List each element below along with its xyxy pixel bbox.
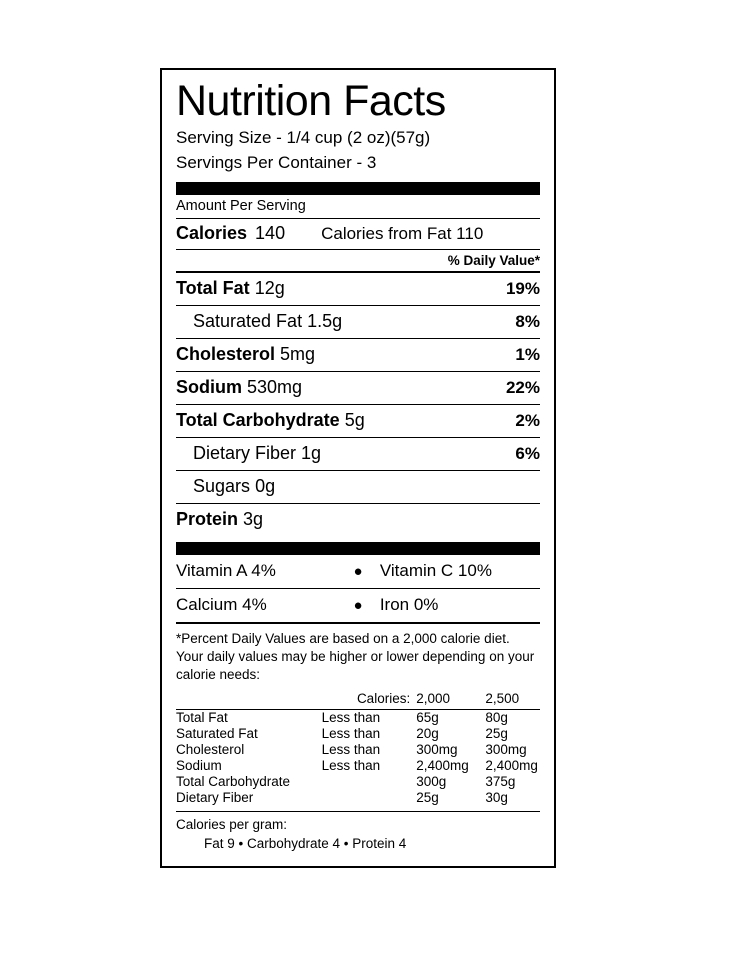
dv-header-2000: 2,000 xyxy=(416,690,451,706)
nutrient-pct: 2% xyxy=(515,411,540,431)
daily-value-header: % Daily Value* xyxy=(447,253,540,269)
nutrient-amount: 5g xyxy=(344,410,365,431)
table-row xyxy=(176,471,540,503)
dv-row-lessthan: Less than xyxy=(321,710,381,726)
nutrient-list xyxy=(176,273,540,536)
calories-row xyxy=(176,219,540,249)
nutrient-name: Protein xyxy=(176,509,239,530)
dv-row-2000: 65g xyxy=(416,710,439,726)
calories-label: Calories xyxy=(176,223,248,244)
daily-values-rows xyxy=(176,710,540,806)
dv-row-lessthan: Less than xyxy=(321,758,381,774)
dv-row-2000: 300g xyxy=(416,774,447,790)
table-row xyxy=(176,306,540,338)
nutrient-pct: 6% xyxy=(515,444,540,464)
nutrient-pct: 8% xyxy=(515,312,540,332)
nutrient-name: Dietary Fiber xyxy=(193,443,297,464)
table-row xyxy=(176,710,540,726)
nutrient-amount: 3g xyxy=(243,509,264,530)
table-row xyxy=(176,273,540,305)
dv-row-lessthan xyxy=(322,790,417,806)
table-row xyxy=(176,438,540,470)
dv-row-name: Saturated Fat xyxy=(176,726,258,742)
page-title: Nutrition Facts xyxy=(176,77,446,125)
dv-row-2500: 375g xyxy=(485,774,516,790)
dv-row-2500: 30g xyxy=(485,790,508,806)
nutrient-name: Sugars xyxy=(193,476,251,497)
nutrient-amount: 0g xyxy=(255,476,276,497)
table-row xyxy=(176,774,540,790)
dv-row-name: Cholesterol xyxy=(176,742,245,758)
table-row xyxy=(176,504,540,536)
dv-row-2500: 2,400mg xyxy=(485,758,538,774)
table-row xyxy=(176,589,540,622)
dv-row-lessthan xyxy=(322,774,417,790)
dv-header-calories: Calories: xyxy=(356,690,411,706)
nutrient-amount: 1.5g xyxy=(307,311,343,332)
daily-values-table xyxy=(176,690,540,709)
table-row xyxy=(176,742,540,758)
calories-per-gram-block xyxy=(176,812,540,856)
dv-row-2500: 25g xyxy=(485,726,508,742)
dv-header-2500: 2,500 xyxy=(485,690,520,706)
dv-row-lessthan: Less than xyxy=(321,742,381,758)
amount-per-serving-label: Amount Per Serving xyxy=(176,198,306,215)
vitamin-c-value: Vitamin C 10% xyxy=(379,561,492,581)
nutrient-amount: 12g xyxy=(254,278,285,299)
nutrient-name: Total Fat xyxy=(176,278,250,299)
thick-divider-top xyxy=(176,182,540,195)
table-row xyxy=(176,726,540,742)
daily-value-footnote: *Percent Daily Values are based on a 2,000 calorie diet. Your daily values may be higher or lower depending on your calorie needs: xyxy=(176,631,535,683)
calories-per-gram-values: Fat 9 • Carbohydrate 4 • Protein 4 xyxy=(204,835,407,851)
nutrient-amount: 530mg xyxy=(247,377,303,398)
dv-header-name xyxy=(176,690,322,709)
nutrient-name: Sodium xyxy=(176,377,242,398)
servings-per-container-line: Servings Per Container - 3 xyxy=(176,152,377,172)
dv-row-name: Dietary Fiber xyxy=(176,790,254,806)
dv-row-lessthan: Less than xyxy=(321,726,381,742)
thick-divider-vitamins xyxy=(176,542,540,555)
calories-value: 140 xyxy=(255,223,286,244)
dv-row-name: Total Carbohydrate xyxy=(176,774,291,790)
vitamin-a-value: Vitamin A 4% xyxy=(176,561,276,581)
dv-row-2000: 25g xyxy=(416,790,439,806)
dv-row-name: Sodium xyxy=(176,758,222,774)
dv-row-2000: 2,400mg xyxy=(416,758,469,774)
nutrient-name: Saturated Fat xyxy=(193,311,303,332)
nutrient-name: Cholesterol xyxy=(176,344,276,365)
table-header-row xyxy=(176,690,540,709)
table-row xyxy=(176,339,540,371)
dv-row-2500: 300mg xyxy=(485,742,527,758)
bullet-separator-icon: ● xyxy=(353,563,363,581)
nutrient-pct: 19% xyxy=(505,279,540,299)
nutrient-name: Total Carbohydrate xyxy=(176,410,340,431)
bullet-separator-icon: ● xyxy=(353,597,363,615)
nutrient-pct: 1% xyxy=(515,345,540,365)
nutrient-amount: 1g xyxy=(301,443,322,464)
table-row xyxy=(176,790,540,806)
dv-row-name: Total Fat xyxy=(176,710,228,726)
table-row xyxy=(176,758,540,774)
nutrient-amount: 5mg xyxy=(280,344,316,365)
calories-from-fat: Calories from Fat 110 xyxy=(321,224,484,244)
dv-row-2000: 300mg xyxy=(416,742,458,758)
serving-size-line: Serving Size - 1/4 cup (2 oz)(57g) xyxy=(176,127,431,147)
dv-row-2000: 20g xyxy=(416,726,439,742)
table-row xyxy=(176,405,540,437)
calories-per-gram-label: Calories per gram: xyxy=(176,816,288,832)
nutrient-pct: 22% xyxy=(505,378,540,398)
table-row xyxy=(176,372,540,404)
nutrition-facts-body xyxy=(162,70,554,866)
table-row xyxy=(176,555,540,588)
calcium-value: Calcium 4% xyxy=(176,595,267,615)
nutrition-facts-panel xyxy=(160,68,556,868)
iron-value: Iron 0% xyxy=(379,595,439,615)
dv-row-2500: 80g xyxy=(485,710,508,726)
